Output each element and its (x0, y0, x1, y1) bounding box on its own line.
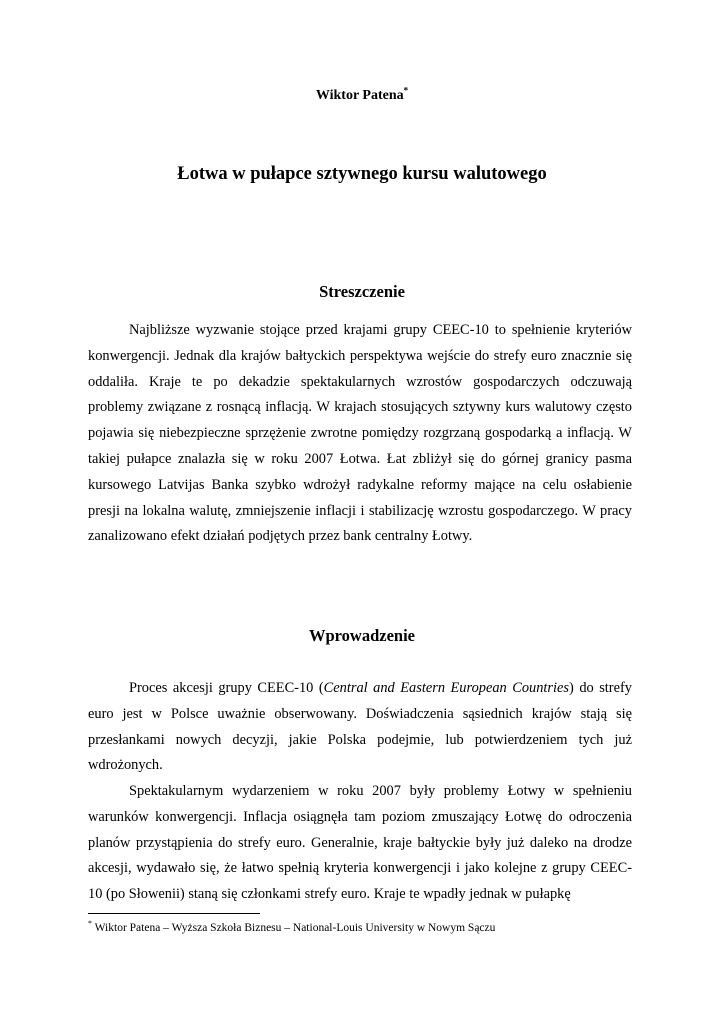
text-line: akcesji, wydawało się, że łatwo spełnią kryteria konwergencji i jako kolejne z grupy CEEC- (88, 860, 632, 877)
author-name-text: Wiktor Patena (315, 88, 404, 103)
paper-title: Łotwa w pułapce sztywnego kursu walutowego (177, 164, 547, 184)
footnote-separator (88, 913, 260, 914)
text-run: ) do strefy (569, 680, 632, 696)
text-line: przesłankami nowych decyzji, jakie Polska podejmie, lub potwierdzeniem tych już (88, 731, 632, 748)
author-name (0, 86, 724, 106)
text-run: Proces akcesji grupy CEEC-10 ( (129, 680, 324, 696)
text-line: zanalizowano efekt działań podjętych przez bank centralny Łotwy. (88, 528, 473, 545)
footnote (88, 920, 648, 936)
text-line: Najbliższe wyzwanie stojące przed krajami grupy CEEC-10 to spełnienie kryteriów (129, 322, 632, 338)
text-line: warunków konwergencji. Inflacja osiągnęła tam poziom zmuszający Łotwę do odroczenia (88, 808, 632, 825)
introduction-paragraph-1 (88, 676, 632, 779)
abstract-heading: Streszczenie (319, 282, 405, 301)
text-line: presji na lokalna walutę, zmniejszenie inflacji i stabilizację wzrostu gospodarczego. W pracy (88, 502, 632, 519)
footnote-mark: * (88, 919, 92, 929)
text-line: 10 (po Słowenii) staną się członkami strefy euro. Kraje te wpadły jednak w pułapkę (88, 886, 571, 903)
introduction-paragraph-2 (88, 779, 632, 908)
introduction-heading: Wprowadzenie (308, 626, 416, 645)
text-line: pojawia się niebezpieczne sprzężenie zwrotne pomiędzy rozgrzaną gospodarką a inflacją. W (88, 425, 632, 442)
footnote-text: Wiktor Patena – Wyższa Szkoła Biznesu – National-Louis University w Nowym Sączu (92, 922, 496, 934)
text-line: wdrożonych. (88, 757, 163, 774)
text-line: planów przystąpienia do strefy euro. Generalnie, kraje bałtyckie były już daleko na drodze (88, 834, 632, 851)
text-line: problemy związane z rosnącą inflacją. W krajach stosujących sztywny kurs walutowy często (88, 399, 632, 416)
text-line: Spektakularnym wydarzeniem w roku 2007 były problemy Łotwy w spełnieniu (129, 783, 632, 799)
author-footnote-mark: * (403, 85, 409, 96)
text-line: kursowego Latvijas Banka szybko wdrożył radykalne reformy mające na celu osłabienie (88, 476, 632, 493)
text-line (88, 676, 632, 702)
italic-term: Central and Eastern European Countries (323, 680, 570, 696)
text-line: euro jest w Polsce uważnie obserwowany. Doświadczenia sąsiednich krajów stają się (88, 705, 632, 722)
text-line: takiej pułapce znalazła się w roku 2007 Łotwa. Łat zbliżył się do górnej granicy pasma (88, 450, 632, 467)
text-line: oddaliła. Kraje te po dekadzie spektakularnych wzrostów gospodarczych odczuwają (88, 373, 632, 390)
text-line: konwergencji. Jednak dla krajów bałtyckich perspektywa wejście do strefy euro znacznie się (88, 347, 632, 364)
abstract-paragraph (88, 318, 632, 550)
